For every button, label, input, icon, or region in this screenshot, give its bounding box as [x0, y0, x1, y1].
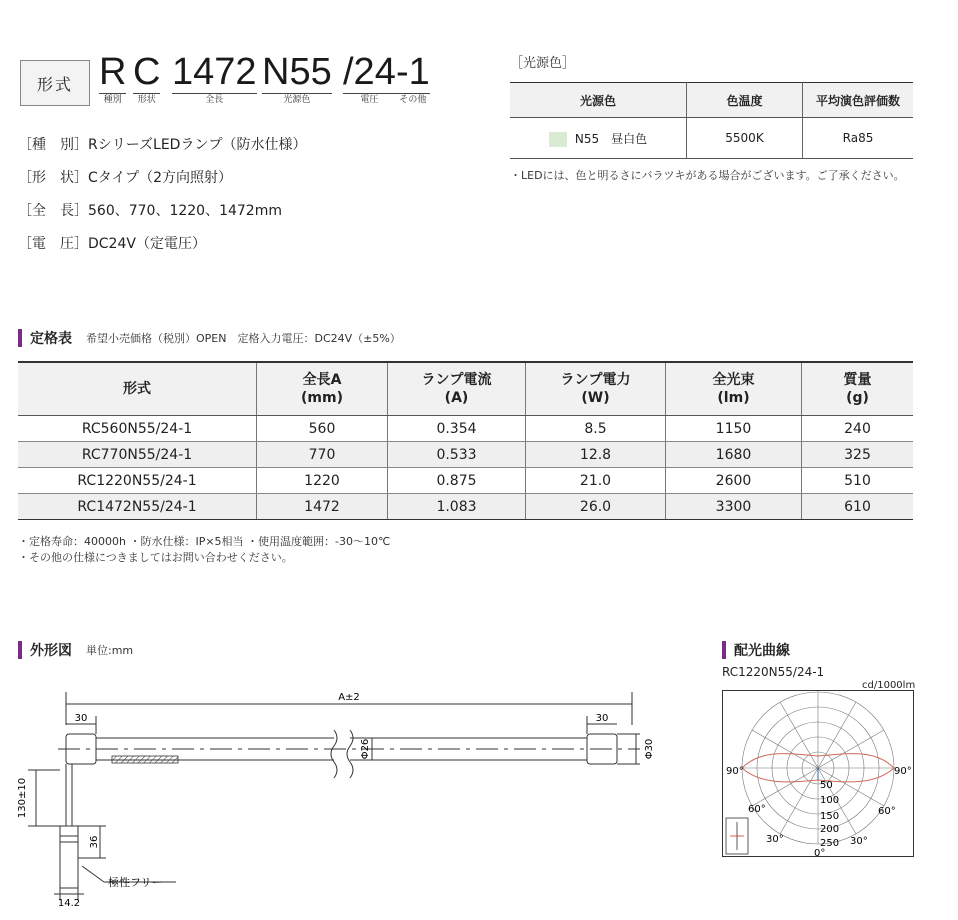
angle-left30: 30° [766, 834, 784, 845]
dim-left30-label: 30 [74, 713, 88, 724]
mass-cell: 510 [802, 468, 914, 494]
code-segment-value: /24 [343, 51, 396, 93]
spec-value: RシリーズLEDランプ（防水仕様） [88, 137, 307, 153]
rating-header [666, 362, 802, 416]
dim-w14-label: 14.2 [57, 898, 81, 909]
length-cell: 1472 [257, 494, 388, 520]
header-unit: (A) [444, 390, 469, 406]
header-line: 質量 [843, 372, 872, 388]
light-source-table [510, 82, 913, 159]
code-segment-label: 電圧 [343, 93, 396, 105]
light-source-note: ・LEDには、色と明るさにバラツキがある場合がございます。ご了承ください。 [510, 169, 905, 182]
spec-voltage [18, 233, 206, 253]
radial-200: 200 [820, 824, 840, 835]
spec-label: ［種 別］ [18, 137, 88, 153]
code-segment-other [396, 52, 430, 105]
code-segment-length [172, 52, 257, 105]
distribution-model: RC1220N55/24-1 [722, 665, 825, 679]
power-cell: 26.0 [526, 494, 666, 520]
header-line: 全長A [302, 372, 342, 388]
flux-cell: 1680 [666, 442, 802, 468]
spec-value: DC24V（定電圧） [88, 236, 206, 252]
rating-note-1: ・定格寿命：40000h ・防水仕様：IP×5相当 ・使用温度範囲：-30〜10℃ [18, 535, 391, 548]
light-source-code: N55 [574, 131, 600, 146]
radial-50: 50 [820, 780, 833, 791]
outline-title: 外形図 [30, 643, 72, 659]
length-cell: 1220 [257, 468, 388, 494]
code-segment-value: -1 [396, 51, 430, 93]
header-line: ランプ電力 [560, 372, 631, 388]
flux-cell: 2600 [666, 468, 802, 494]
color-swatch [549, 132, 567, 147]
light-source-name: 昼白色 [611, 131, 648, 146]
angle-right60: 60° [878, 806, 896, 817]
table-row [18, 416, 913, 442]
section-marker [18, 641, 22, 659]
angle-left90: 90° [726, 766, 744, 777]
length-cell: 770 [257, 442, 388, 468]
spec-value: Cタイプ（2方向照射） [88, 170, 232, 186]
section-marker [722, 641, 726, 659]
current-cell: 0.533 [388, 442, 526, 468]
header-line: ランプ電流 [421, 372, 492, 388]
light-source-color-cell [510, 118, 687, 159]
spec-label: ［全 長］ [18, 203, 88, 219]
length-cell: 560 [257, 416, 388, 442]
header-line: 全光束 [712, 372, 755, 388]
outline-unit: 単位:mm [86, 644, 134, 657]
dim-h36-label: 36 [89, 835, 100, 849]
dim-a-label: A±2 [338, 692, 360, 703]
rating-title: 定格表 [30, 331, 72, 347]
outline-drawing [0, 680, 680, 910]
dim-h130-label: 130±10 [17, 777, 28, 819]
rating-note-2: ・その他の仕様につきましてはお問い合わせください。 [18, 551, 293, 564]
rating-header [388, 362, 526, 416]
header-unit: (W) [581, 390, 610, 406]
code-segment-value: C [133, 51, 161, 93]
code-segment-value: 1472 [172, 51, 257, 93]
light-source-header: 色温度 [687, 83, 803, 118]
spec-length [18, 200, 282, 220]
code-segment-color [262, 52, 332, 105]
spec-value: 560、770、1220、1472mm [88, 203, 282, 219]
rating-header [18, 362, 257, 416]
model-cell: RC770N55/24-1 [18, 442, 257, 468]
light-source-header: 平均演色評価数 [803, 83, 914, 118]
cri-cell: Ra85 [803, 118, 914, 159]
code-segment-type [99, 52, 126, 105]
spec-label: ［電 圧］ [18, 236, 88, 252]
angle-zero: 0° [814, 848, 826, 858]
table-row [18, 494, 913, 520]
polarity-label: 極性フリー [108, 876, 163, 889]
rating-header [802, 362, 914, 416]
flux-cell: 1150 [666, 416, 802, 442]
model-code-box: 形式 [20, 60, 90, 106]
outline-section-heading [18, 640, 133, 660]
model-cell: RC1472N55/24-1 [18, 494, 257, 520]
table-row [18, 468, 913, 494]
mass-cell: 240 [802, 416, 914, 442]
dim-phi26-label: Φ26 [360, 738, 371, 760]
code-segment-label: 形状 [133, 93, 160, 105]
flux-cell: 3300 [666, 494, 802, 520]
spec-shape [18, 167, 232, 187]
model-cell: RC1220N55/24-1 [18, 468, 257, 494]
power-cell: 8.5 [526, 416, 666, 442]
power-cell: 12.8 [526, 442, 666, 468]
distribution-section-heading [722, 640, 790, 660]
radial-150: 150 [820, 811, 840, 822]
table-row [18, 442, 913, 468]
spec-type [18, 134, 306, 154]
header-line: 形式 [123, 381, 151, 397]
current-cell: 0.875 [388, 468, 526, 494]
code-segment-label: 全長 [172, 93, 257, 105]
light-source-header: 光源色 [510, 83, 687, 118]
radial-250: 250 [820, 838, 840, 849]
color-temperature-cell: 5500K [687, 118, 803, 159]
spec-label: ［形 状］ [18, 170, 88, 186]
mass-cell: 325 [802, 442, 914, 468]
section-marker [18, 329, 22, 347]
angle-left60: 60° [748, 804, 766, 815]
rating-subtitle: 希望小売価格（税別）OPEN 定格入力電圧：DC24V（±5%） [86, 332, 401, 345]
code-segment-shape [133, 52, 160, 105]
current-cell: 0.354 [388, 416, 526, 442]
header-unit: (g) [846, 390, 869, 406]
code-segment-value: N55 [262, 51, 332, 93]
dim-phi30-label: Φ30 [644, 738, 655, 760]
light-distribution-chart [722, 690, 914, 858]
rating-header [257, 362, 388, 416]
rating-header [526, 362, 666, 416]
distribution-title: 配光曲線 [734, 643, 790, 659]
header-unit: (mm) [301, 390, 343, 406]
radial-100: 100 [820, 795, 840, 806]
distribution-unit: cd/1000lm [862, 680, 916, 691]
code-segment-label: 光源色 [262, 93, 332, 105]
header-unit: (lm) [717, 390, 750, 406]
rating-section-heading [18, 328, 401, 348]
code-segment-value: R [99, 51, 127, 93]
model-cell: RC560N55/24-1 [18, 416, 257, 442]
code-segment-voltage [343, 52, 396, 105]
angle-right30: 30° [850, 836, 868, 847]
dim-right30-label: 30 [595, 713, 609, 724]
code-segment-label: その他 [396, 93, 430, 105]
rating-table [18, 361, 913, 520]
code-segment-label: 種別 [99, 93, 126, 105]
power-cell: 21.0 [526, 468, 666, 494]
light-source-title: ［光源色］ [510, 56, 576, 71]
mass-cell: 610 [802, 494, 914, 520]
current-cell: 1.083 [388, 494, 526, 520]
angle-right90: 90° [894, 766, 912, 777]
